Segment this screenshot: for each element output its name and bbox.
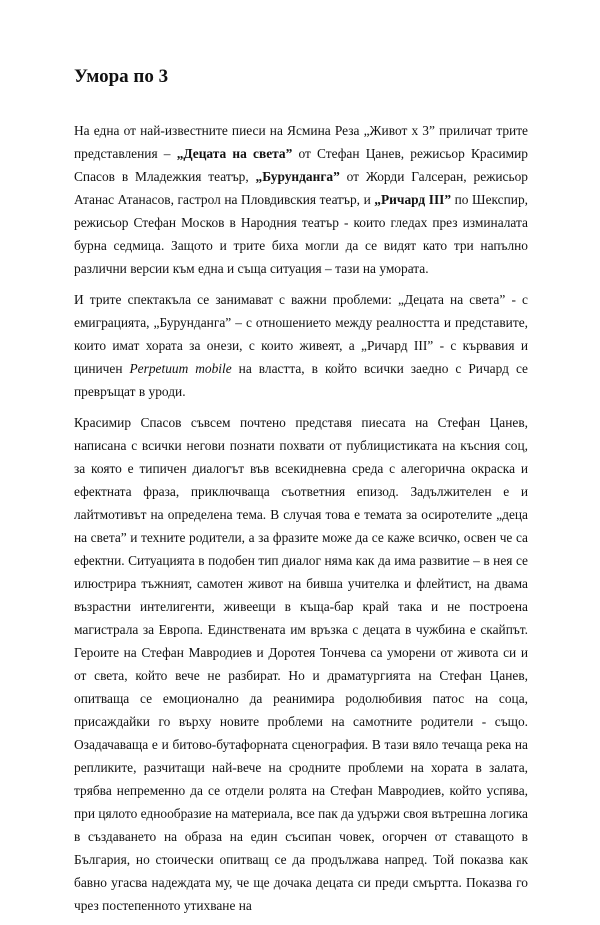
page-title: Умора по 3 xyxy=(74,66,169,87)
p1-text-3: от Жорди Галсеран, режисьор Атанас Атанасов, гастрол на Пловдивския театър, и xyxy=(74,169,528,207)
p1-bold-title-2: „Бурунданга” xyxy=(255,169,340,184)
p1-text-2: от Стефан Цанев, режисьор Красимир Спасов в Младежкия театър, xyxy=(74,146,529,184)
paragraph-3: Красимир Спасов съвсем почтено представя пиесата на Стефан Цанев, написана с всички негови познати похвати от публицистиката на късния соц, за която е типичен диалогът във всекидневна среда с алегорична окраска и ефектната фраза, приключваща съответния епизод. Задължителен е и лайтмотивът на определена тема. В случая това е темата за осиротелите „деца на света” и техните родители, а за фразите може да се каже всичко, освен че са ефектни. Ситуацията в подобен тип диалог няма как да има развитие – в нея се илюстрира тъжният, самотен живот на бивша учителка и флейтист, на двама възрастни интелигенти, живеещи в къща-бар край така и не построена магистрала за Европа. Единствената им връзка с децата в чужбина е скайпът. Героите на Стефан Мавродиев и Доротея Тончева са уморени от живота си и от света, който вече не разбират. Но и драматургията на Стефан Цанев, опитваща се емоционално да реанимира родолюбивия патос на соца, присаждайки го върху новите проблеми на самотните родители - също. Озадачаваща е и битово-бутафорната сценография. В тази вяло течаща река на репликите, разчитащи най-вече на сродните проблеми на хората в залата, трябва непременно да се отдели ролята на Стефан Мавродиев, който успява, при цялото еднообразие на материала, все пак да удържи своя вътрешна логика в създаването на образа на един съсипан човек, огорчен от ставащото в България, но стоически опитващ се да продължава напред. Той показва как бавно угасва надеждата му, че ще дочака децата си преди смъртта. Показва го чрез постепенното утихване на xyxy=(74,415,528,913)
paragraph-2 xyxy=(74,288,528,403)
p1-text-4: по Шекспир, режисьор Стефан Москов в Народния театър - които гледах през изминалата бурна седмица. Защото и трите биха могли да се видят като три напълно различни версии към една и съща ситуация – тази на умората. xyxy=(74,192,529,276)
p2-text-1: И трите спектакъла се занимават с важни проблеми: „Децата на света” - с емиграцията, „Бурунданга” – с отношението между реалността и представите, които имат хората за онези, с които живеят, а „Ричард III” - с кървавия и циничен xyxy=(74,292,528,376)
p2-italic-term: Perpetuum mobile xyxy=(129,361,232,376)
p1-bold-title-3: „Ричард III” xyxy=(374,192,452,207)
p2-text-2: на властта, в който всички заедно с Ричард се превръщат в уроди. xyxy=(74,361,528,399)
paragraph-1 xyxy=(74,119,528,280)
article-body xyxy=(74,119,528,925)
p1-bold-title-1: „Децата на света” xyxy=(176,146,293,161)
p1-text-1: На една от най-известните пиеси на Ясмина Реза „Живот х 3” приличат трите представления – xyxy=(74,123,528,161)
